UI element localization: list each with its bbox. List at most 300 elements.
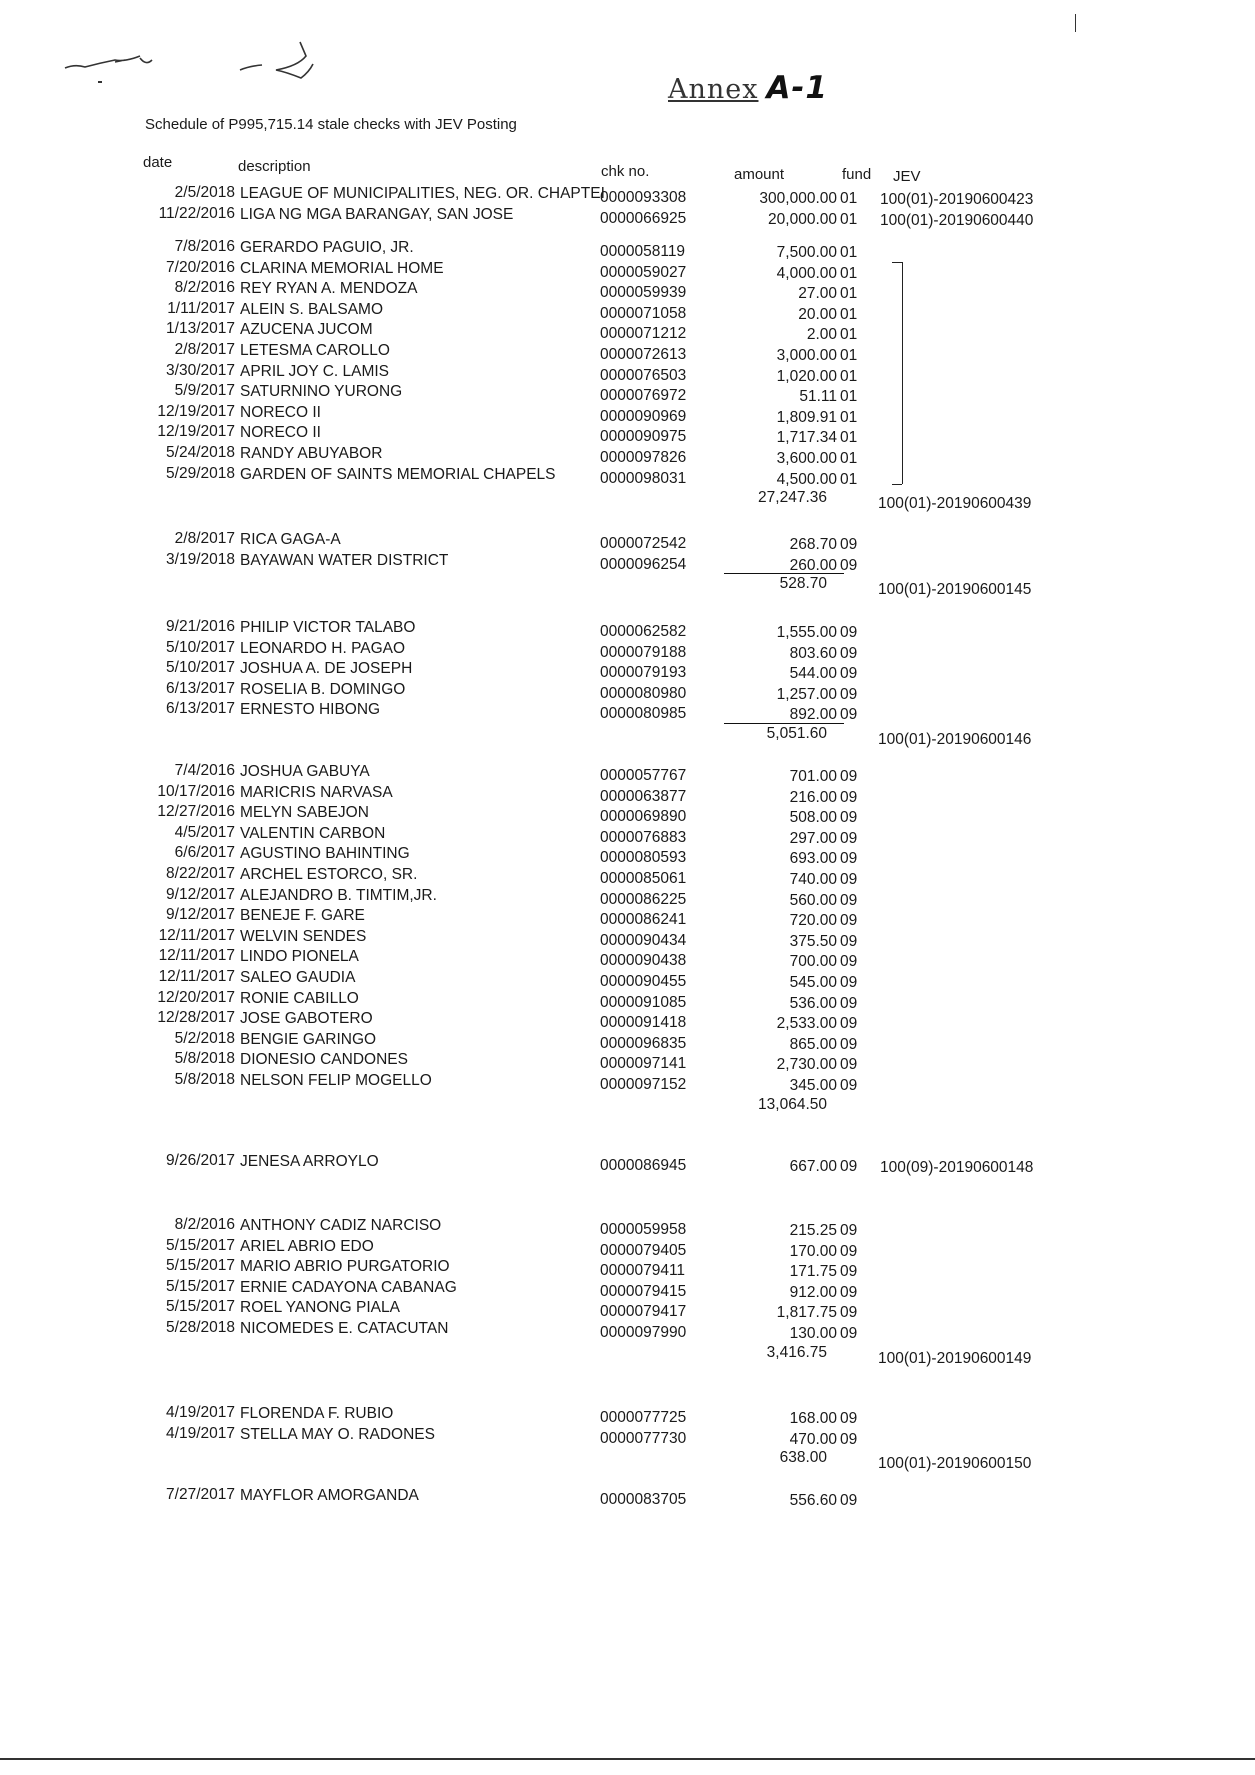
row-fund: 09 bbox=[840, 829, 858, 847]
row-fund: 09 bbox=[840, 1430, 858, 1448]
table-row bbox=[0, 702, 1255, 722]
row-fund: 09 bbox=[840, 1077, 858, 1094]
row-date: 7/4/2016 bbox=[174, 762, 235, 779]
row-description: CLARINA MEMORIAL HOME bbox=[240, 259, 444, 277]
row-amount: 508.00 bbox=[789, 809, 837, 827]
row-amount: 268.70 bbox=[789, 536, 837, 553]
annex-word: Annex bbox=[668, 74, 759, 105]
row-fund: 01 bbox=[840, 264, 858, 282]
table-row bbox=[0, 823, 1255, 847]
page-title: Schedule of P995,715.14 stale checks with JEV Posting bbox=[145, 116, 517, 133]
row-check-number: 0000091085 bbox=[600, 993, 687, 1011]
col-header-jev: JEV bbox=[893, 168, 921, 185]
row-description: RICA GAGA-A bbox=[240, 531, 341, 548]
row-description: JENESA ARROYLO bbox=[240, 1153, 379, 1170]
row-check-number: 0000090455 bbox=[600, 973, 687, 990]
table-row bbox=[0, 782, 1255, 806]
table-row bbox=[0, 1154, 1255, 1174]
row-date: 8/22/2017 bbox=[166, 865, 235, 882]
row-fund: 01 bbox=[840, 408, 858, 426]
row-check-number: 0000086241 bbox=[600, 911, 687, 929]
row-fund: 09 bbox=[840, 624, 858, 641]
row-amount: 912.00 bbox=[789, 1283, 837, 1301]
table-row bbox=[0, 1052, 1255, 1072]
row-check-number: 0000098031 bbox=[600, 469, 687, 487]
row-amount: 700.00 bbox=[789, 953, 837, 971]
group-total: 27,247.36 bbox=[758, 489, 827, 507]
table-row bbox=[0, 679, 1255, 703]
row-date: 5/15/2017 bbox=[166, 1298, 235, 1316]
row-description: MAYFLOR AMORGANDA bbox=[240, 1487, 419, 1504]
row-description: ERNIE CADAYONA CABANAG bbox=[240, 1278, 457, 1296]
row-date: 7/8/2016 bbox=[174, 238, 235, 255]
table-row bbox=[0, 764, 1255, 784]
row-fund: 01 bbox=[840, 388, 858, 406]
col-header-date: date bbox=[143, 154, 173, 171]
table-row bbox=[0, 258, 1255, 282]
row-description: VALENTIN CARBON bbox=[240, 824, 386, 842]
row-amount: 260.00 bbox=[789, 556, 837, 574]
row-fund: 09 bbox=[840, 1222, 858, 1239]
row-fund: 09 bbox=[840, 953, 858, 971]
row-fund: 09 bbox=[840, 1263, 858, 1281]
row-fund: 01 bbox=[840, 210, 858, 228]
row-date: 4/5/2017 bbox=[174, 823, 235, 841]
row-check-number: 0000093308 bbox=[600, 189, 687, 206]
table-row bbox=[0, 532, 1255, 552]
table-row bbox=[0, 1488, 1255, 1508]
row-check-number: 0000066925 bbox=[600, 209, 687, 227]
row-fund: 01 bbox=[840, 244, 858, 261]
row-amount: 544.00 bbox=[789, 665, 837, 683]
table-row bbox=[0, 867, 1255, 887]
row-fund: 09 bbox=[840, 536, 858, 553]
row-description: LEONARDO H. PAGAO bbox=[240, 639, 406, 657]
row-amount: 27.00 bbox=[798, 285, 837, 303]
group-jev: 100(01)-20190600146 bbox=[878, 731, 1032, 748]
table-row bbox=[0, 988, 1255, 1012]
row-check-number: 0000097152 bbox=[600, 1076, 687, 1093]
handwritten-scribble bbox=[60, 40, 320, 100]
table-row bbox=[0, 1218, 1255, 1238]
row-amount: 536.00 bbox=[789, 994, 837, 1012]
row-fund: 09 bbox=[840, 1015, 858, 1033]
table-row bbox=[0, 1321, 1255, 1341]
row-date: 5/10/2017 bbox=[166, 659, 235, 677]
row-fund: 01 bbox=[840, 470, 858, 488]
group-total: 528.70 bbox=[779, 575, 827, 593]
table-row bbox=[0, 204, 1255, 229]
table-row bbox=[0, 550, 1255, 574]
row-description: ALEJANDRO B. TIMTIM,JR. bbox=[240, 886, 437, 904]
row-check-number: 0000091418 bbox=[600, 1014, 687, 1032]
row-amount: 545.00 bbox=[789, 974, 837, 991]
row-fund: 09 bbox=[840, 685, 858, 703]
col-header-amount: amount bbox=[734, 166, 785, 183]
row-date: 5/8/2018 bbox=[174, 1071, 235, 1088]
row-check-number: 0000079415 bbox=[600, 1282, 687, 1300]
row-date: 8/2/2016 bbox=[174, 279, 235, 297]
row-check-number: 0000086225 bbox=[600, 890, 687, 908]
row-fund: 01 bbox=[840, 326, 858, 344]
row-date: 1/13/2017 bbox=[166, 320, 235, 338]
row-date: 5/24/2018 bbox=[166, 444, 235, 461]
row-date: 2/8/2017 bbox=[174, 530, 235, 547]
row-check-number: 0000077725 bbox=[600, 1409, 687, 1426]
row-description: ERNESTO HIBONG bbox=[240, 701, 381, 719]
row-date: 1/11/2017 bbox=[167, 299, 235, 317]
row-fund: 09 bbox=[840, 871, 858, 888]
row-amount: 1,717.34 bbox=[776, 429, 837, 447]
row-description: LINDO PIONELA bbox=[240, 948, 359, 966]
row-check-number: 0000079411 bbox=[600, 1262, 686, 1280]
col-header-description: description bbox=[238, 158, 311, 175]
row-fund: 09 bbox=[840, 974, 858, 991]
row-fund: 09 bbox=[840, 912, 858, 930]
row-description: MARIO ABRIO PURGATORIO bbox=[240, 1258, 450, 1276]
group-bracket-top bbox=[892, 262, 902, 263]
row-fund: 09 bbox=[840, 891, 858, 909]
group-total: 638.00 bbox=[779, 1449, 827, 1467]
row-check-number: 0000057767 bbox=[600, 767, 687, 784]
table-row bbox=[0, 846, 1255, 866]
table-row bbox=[0, 970, 1255, 990]
table-row bbox=[0, 949, 1255, 969]
row-check-number: 0000090438 bbox=[600, 952, 687, 970]
row-description: LETESMA CAROLLO bbox=[240, 342, 390, 359]
row-amount: 375.50 bbox=[789, 932, 837, 950]
table-row bbox=[0, 402, 1255, 426]
table-row bbox=[0, 661, 1255, 681]
group-jev: 100(01)-20190600439 bbox=[878, 495, 1032, 513]
row-date: 11/22/2016 bbox=[158, 204, 235, 222]
row-fund: 09 bbox=[840, 1283, 858, 1301]
table-row bbox=[0, 384, 1255, 404]
row-amount: 51.11 bbox=[799, 388, 837, 406]
row-fund: 01 bbox=[840, 190, 858, 207]
row-amount: 345.00 bbox=[789, 1077, 837, 1094]
row-description: AZUCENA JUCOM bbox=[240, 321, 373, 339]
row-amount: 693.00 bbox=[789, 850, 837, 868]
table-row bbox=[0, 926, 1255, 950]
table-row bbox=[0, 361, 1255, 385]
row-check-number: 0000085061 bbox=[600, 870, 687, 887]
table-row bbox=[0, 281, 1255, 301]
row-fund: 09 bbox=[840, 788, 858, 806]
row-date: 5/10/2017 bbox=[166, 638, 235, 656]
table-row bbox=[0, 343, 1255, 363]
row-amount: 720.00 bbox=[789, 912, 837, 930]
page-edge-bottom bbox=[0, 1758, 1255, 1760]
row-amount: 297.00 bbox=[789, 829, 837, 847]
total-underline bbox=[724, 573, 844, 574]
row-description: ARIEL ABRIO EDO bbox=[240, 1237, 374, 1255]
row-check-number: 0000096835 bbox=[600, 1034, 687, 1052]
row-date: 3/30/2017 bbox=[166, 361, 235, 379]
row-check-number: 0000086945 bbox=[600, 1157, 687, 1174]
row-date: 6/13/2017 bbox=[166, 679, 235, 697]
row-date: 12/11/2017 bbox=[158, 926, 235, 944]
group-total: 3,416.75 bbox=[766, 1343, 827, 1361]
row-check-number: 0000071212 bbox=[600, 325, 687, 343]
row-description: ROEL YANONG PIALA bbox=[240, 1299, 400, 1317]
row-description: APRIL JOY C. LAMIS bbox=[240, 362, 390, 380]
row-date: 5/28/2018 bbox=[166, 1319, 235, 1336]
row-description: JOSHUA A. DE JOSEPH bbox=[240, 660, 413, 678]
row-fund: 09 bbox=[840, 1242, 858, 1260]
group-jev: 100(01)-20190600150 bbox=[878, 1455, 1032, 1473]
row-jev: 100(09)-20190600148 bbox=[880, 1159, 1034, 1176]
group-bracket-bottom bbox=[892, 484, 902, 485]
row-jev: 100(01)-20190600423 bbox=[880, 191, 1034, 208]
row-amount: 4,000.00 bbox=[776, 264, 837, 282]
row-amount: 170.00 bbox=[789, 1242, 837, 1260]
table-row bbox=[0, 1029, 1255, 1053]
row-check-number: 0000080593 bbox=[600, 849, 687, 867]
row-description: BAYAWAN WATER DISTRICT bbox=[240, 551, 449, 569]
table-row bbox=[0, 1259, 1255, 1279]
row-amount: 2,533.00 bbox=[776, 1015, 837, 1033]
table-row bbox=[0, 908, 1255, 928]
table-row bbox=[0, 620, 1255, 640]
row-fund: 09 bbox=[840, 768, 858, 785]
row-amount: 1,555.00 bbox=[776, 624, 837, 641]
row-date: 9/12/2017 bbox=[166, 906, 235, 924]
row-amount: 171.75 bbox=[789, 1263, 837, 1281]
row-check-number: 0000083705 bbox=[600, 1491, 687, 1508]
col-header-fund: fund bbox=[842, 166, 872, 183]
row-amount: 3,600.00 bbox=[776, 450, 837, 467]
row-description: DIONESIO CANDONES bbox=[240, 1051, 408, 1069]
row-date: 5/29/2018 bbox=[166, 464, 235, 482]
row-fund: 09 bbox=[840, 1492, 858, 1509]
row-fund: 09 bbox=[840, 809, 858, 827]
row-date: 2/5/2018 bbox=[174, 184, 235, 201]
table-row bbox=[0, 322, 1255, 342]
row-description: BENGIE GARINGO bbox=[240, 1030, 377, 1048]
group-jev: 100(01)-20190600145 bbox=[878, 581, 1032, 599]
row-description: AGUSTINO BAHINTING bbox=[240, 845, 410, 863]
annex-number: A-1 bbox=[766, 70, 828, 106]
row-description: BENEJE F. GARE bbox=[240, 907, 365, 925]
table-row bbox=[0, 186, 1255, 206]
row-description: LIGA NG MGA BARANGAY, SAN JOSE bbox=[240, 205, 514, 223]
table-row bbox=[0, 240, 1255, 260]
row-check-number: 0000072613 bbox=[600, 346, 687, 363]
row-fund: 01 bbox=[840, 367, 858, 385]
row-check-number: 0000063877 bbox=[600, 787, 687, 805]
table-row bbox=[0, 1277, 1255, 1301]
row-check-number: 0000097826 bbox=[600, 449, 687, 466]
row-amount: 4,500.00 bbox=[776, 470, 837, 488]
table-row bbox=[0, 1011, 1255, 1031]
row-amount: 1,257.00 bbox=[776, 685, 837, 703]
row-amount: 216.00 bbox=[789, 788, 837, 806]
row-fund: 09 bbox=[840, 1304, 858, 1322]
row-description: ALEIN S. BALSAMO bbox=[240, 300, 383, 318]
group-total: 5,051.60 bbox=[766, 725, 827, 742]
row-amount: 3,000.00 bbox=[776, 347, 837, 364]
row-date: 5/15/2017 bbox=[166, 1277, 235, 1295]
row-date: 9/26/2017 bbox=[166, 1152, 235, 1169]
row-date: 6/13/2017 bbox=[166, 700, 235, 718]
row-description: RONIE CABILLO bbox=[240, 989, 359, 1007]
row-check-number: 0000076972 bbox=[600, 387, 687, 405]
row-fund: 09 bbox=[840, 1035, 858, 1053]
row-amount: 7,500.00 bbox=[776, 244, 837, 261]
row-fund: 09 bbox=[840, 706, 858, 724]
row-fund: 09 bbox=[840, 644, 858, 662]
row-amount: 2,730.00 bbox=[776, 1056, 837, 1074]
row-fund: 09 bbox=[840, 1158, 858, 1175]
row-amount: 892.00 bbox=[789, 706, 837, 724]
row-date: 12/19/2017 bbox=[157, 423, 235, 441]
row-description: ROSELIA B. DOMINGO bbox=[240, 680, 406, 698]
row-amount: 470.00 bbox=[789, 1430, 837, 1448]
row-jev: 100(01)-20190600440 bbox=[880, 211, 1034, 229]
row-description: GARDEN OF SAINTS MEMORIAL CHAPELS bbox=[240, 465, 556, 483]
table-row bbox=[0, 1300, 1255, 1320]
row-check-number: 0000076503 bbox=[600, 366, 687, 384]
row-fund: 01 bbox=[840, 305, 858, 323]
row-date: 12/11/2017 bbox=[158, 968, 235, 985]
row-description: RANDY ABUYABOR bbox=[240, 445, 383, 462]
row-amount: 300,000.00 bbox=[759, 190, 837, 207]
row-check-number: 0000079405 bbox=[600, 1241, 687, 1259]
row-fund: 09 bbox=[840, 850, 858, 868]
row-amount: 130.00 bbox=[789, 1325, 837, 1342]
row-amount: 667.00 bbox=[789, 1158, 837, 1175]
row-date: 12/20/2017 bbox=[157, 988, 235, 1006]
row-amount: 740.00 bbox=[789, 871, 837, 888]
row-amount: 168.00 bbox=[789, 1410, 837, 1427]
row-date: 6/6/2017 bbox=[174, 844, 235, 862]
row-amount: 20.00 bbox=[798, 305, 837, 323]
row-check-number: 0000090434 bbox=[600, 931, 687, 949]
row-amount: 215.25 bbox=[789, 1222, 837, 1239]
row-description: NICOMEDES E. CATACUTAN bbox=[240, 1320, 449, 1337]
row-date: 2/8/2017 bbox=[174, 341, 235, 358]
row-description: PHILIP VICTOR TALABO bbox=[240, 619, 416, 636]
row-check-number: 0000077730 bbox=[600, 1429, 687, 1447]
row-description: ARCHEL ESTORCO, SR. bbox=[240, 866, 418, 883]
table-row bbox=[0, 446, 1255, 466]
row-fund: 01 bbox=[840, 285, 858, 303]
row-date: 12/28/2017 bbox=[157, 1009, 235, 1027]
row-description: MARICRIS NARVASA bbox=[240, 783, 393, 801]
total-underline bbox=[724, 723, 844, 724]
table-row bbox=[0, 1073, 1255, 1093]
row-amount: 20,000.00 bbox=[768, 210, 837, 228]
table-row bbox=[0, 464, 1255, 488]
row-description: NORECO II bbox=[240, 424, 321, 442]
row-check-number: 0000059939 bbox=[600, 284, 687, 302]
row-amount: 803.60 bbox=[789, 644, 837, 662]
row-description: JOSHUA GABUYA bbox=[240, 763, 370, 780]
row-check-number: 0000059027 bbox=[600, 263, 687, 281]
row-date: 10/17/2016 bbox=[157, 782, 235, 800]
row-check-number: 0000090975 bbox=[600, 428, 687, 446]
group-total: 13,064.50 bbox=[758, 1095, 827, 1113]
row-check-number: 0000096254 bbox=[600, 555, 687, 573]
row-description: WELVIN SENDES bbox=[240, 927, 367, 945]
row-date: 9/12/2017 bbox=[166, 885, 235, 903]
row-check-number: 0000062582 bbox=[600, 623, 687, 640]
row-check-number: 0000080980 bbox=[600, 684, 687, 702]
row-fund: 09 bbox=[840, 556, 858, 574]
row-date: 5/8/2018 bbox=[174, 1050, 235, 1068]
row-description: JOSE GABOTERO bbox=[240, 1010, 373, 1028]
row-amount: 701.00 bbox=[789, 768, 837, 785]
row-date: 5/15/2017 bbox=[166, 1236, 235, 1254]
row-fund: 01 bbox=[840, 429, 858, 447]
group-jev: 100(01)-20190600149 bbox=[878, 1349, 1032, 1367]
row-amount: 1,809.91 bbox=[776, 408, 837, 426]
row-date: 4/19/2017 bbox=[166, 1404, 235, 1421]
row-check-number: 0000076883 bbox=[600, 828, 687, 846]
annex-label bbox=[668, 70, 828, 106]
row-check-number: 0000090969 bbox=[600, 407, 687, 425]
row-date: 8/2/2016 bbox=[174, 1216, 235, 1233]
row-description: NELSON FELIP MOGELLO bbox=[240, 1072, 432, 1089]
row-date: 9/21/2016 bbox=[166, 618, 235, 635]
row-description: LEAGUE OF MUNICIPALITIES, NEG. OR. CHAPTEI bbox=[240, 185, 605, 202]
row-fund: 09 bbox=[840, 1410, 858, 1427]
row-fund: 09 bbox=[840, 994, 858, 1012]
row-fund: 01 bbox=[840, 347, 858, 364]
row-description: STELLA MAY O. RADONES bbox=[240, 1425, 435, 1443]
table-row bbox=[0, 1236, 1255, 1260]
table-row bbox=[0, 299, 1255, 323]
row-check-number: 0000080985 bbox=[600, 705, 687, 723]
row-amount: 556.60 bbox=[789, 1492, 837, 1509]
row-amount: 560.00 bbox=[789, 891, 837, 909]
row-check-number: 0000071058 bbox=[600, 304, 687, 322]
row-check-number: 0000069890 bbox=[600, 808, 687, 826]
row-fund: 09 bbox=[840, 665, 858, 683]
row-description: REY RYAN A. MENDOZA bbox=[240, 280, 418, 298]
row-check-number: 0000079188 bbox=[600, 643, 687, 661]
row-date: 12/11/2017 bbox=[158, 947, 235, 965]
row-description: FLORENDA F. RUBIO bbox=[240, 1405, 394, 1422]
row-date: 3/19/2018 bbox=[166, 550, 235, 568]
col-header-chk-no: chk no. bbox=[601, 163, 650, 180]
row-amount: 2.00 bbox=[806, 326, 837, 344]
group-bracket bbox=[902, 262, 903, 484]
row-check-number: 0000058119 bbox=[600, 243, 686, 260]
row-amount: 865.00 bbox=[789, 1035, 837, 1053]
row-fund: 09 bbox=[840, 932, 858, 950]
row-description: SALEO GAUDIA bbox=[240, 969, 356, 986]
row-date: 12/27/2016 bbox=[157, 803, 235, 821]
row-check-number: 0000097990 bbox=[600, 1324, 687, 1341]
row-date: 7/20/2016 bbox=[166, 258, 235, 276]
row-date: 7/27/2017 bbox=[166, 1486, 235, 1503]
row-date: 4/19/2017 bbox=[166, 1424, 235, 1442]
table-row bbox=[0, 1406, 1255, 1426]
row-date: 12/19/2017 bbox=[157, 402, 235, 420]
row-description: ANTHONY CADIZ NARCISO bbox=[240, 1217, 442, 1234]
table-row bbox=[0, 425, 1255, 445]
row-check-number: 0000072542 bbox=[600, 535, 687, 552]
row-fund: 09 bbox=[840, 1325, 858, 1342]
row-check-number: 0000097141 bbox=[600, 1055, 687, 1073]
row-fund: 01 bbox=[840, 450, 858, 467]
row-amount: 1,020.00 bbox=[776, 367, 837, 385]
row-date: 5/2/2018 bbox=[174, 1029, 235, 1047]
row-check-number: 0000079193 bbox=[600, 664, 687, 682]
row-description: GERARDO PAGUIO, JR. bbox=[240, 239, 414, 256]
